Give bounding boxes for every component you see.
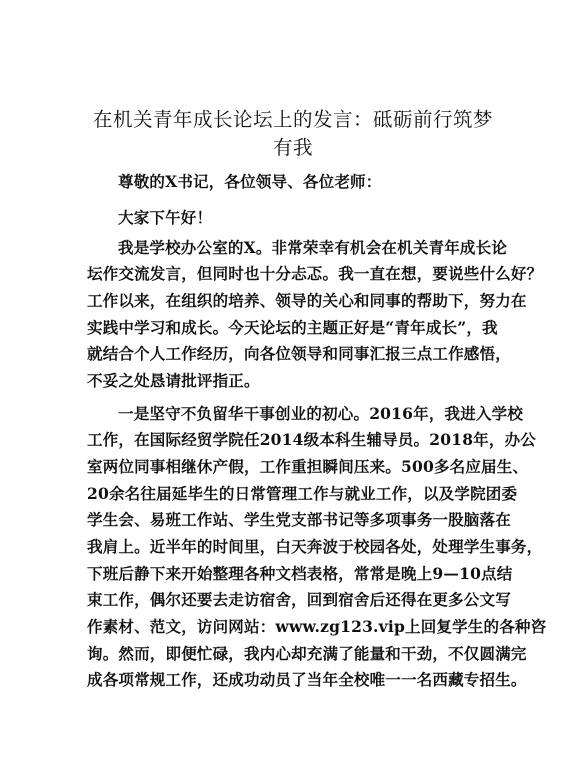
paragraph-1-line-1: 我是学校办公室的X。非常荣幸有机会在机关青年成长论 [118, 238, 508, 257]
paragraph-2-line-9: 作素材、范文，访问网站：www.zg123.vip上回复学生的各种咨 [87, 617, 547, 636]
paragraph-2-line-11: 成各项常规工作，还成功动员了当年全校唯一一名西藏专招生。 [87, 670, 527, 689]
paragraph-2-line-7: 下班后静下来开始整理各种文档表格，常常是晚上9—10点结 [87, 564, 513, 583]
paragraph-1-line-3: 工作以来，在组织的培养、领导的关心和同事的帮助下，努力在 [87, 291, 527, 310]
paragraph-2-line-3: 室两位同事相继休产假，工作重担瞬间压来。500多名应届生、 [87, 457, 529, 476]
salutation: 尊敬的X书记，各位领导、各位老师： [118, 172, 382, 191]
paragraph-1-line-6: 不妥之处恳请批评指正。 [87, 371, 260, 390]
paragraph-2-line-2: 工作，在国际经贸学院任2014级本科生辅导员。2018年，办公 [87, 430, 536, 449]
paragraph-1-line-2: 坛作交流发言，但同时也十分忐忑。我一直在想，要说些什么好？ [87, 264, 543, 283]
paragraph-2-line-8: 束工作，偶尔还要去走访宿舍，回到宿舍后还得在更多公文写 [87, 590, 511, 609]
paragraph-1-line-5: 就结合个人工作经历，向各位领导和同事汇报三点工作感悟， [87, 344, 511, 363]
paragraph-1-line-4: 实践中学习和成长。今天论坛的主题正好是“青年成长”，我 [87, 318, 498, 337]
paragraph-2-line-6: 我肩上。近半年的时间里，白天奔波于校园各处，处理学生事务， [87, 537, 543, 556]
document-title-line-2: 有我 [272, 136, 313, 159]
paragraph-2-line-4: 20余名往届延毕生的日常管理工作与就业工作，以及学院团委 [87, 484, 518, 503]
paragraph-2-line-5: 学生会、易班工作站、学生党支部书记等多项事务一股脑落在 [87, 510, 511, 529]
paragraph-2-line-10: 询。然而，即便忙碌，我内心却充满了能量和干劲，不仅圆满完 [87, 644, 527, 663]
paragraph-2-line-1: 一是坚守不负留华干事创业的初心。2016年，我进入学校 [118, 404, 524, 423]
greeting: 大家下午好！ [118, 208, 213, 227]
document-title-line-1: 在机关青年成长论坛上的发言：砥砺前行筑梦 [92, 108, 493, 131]
